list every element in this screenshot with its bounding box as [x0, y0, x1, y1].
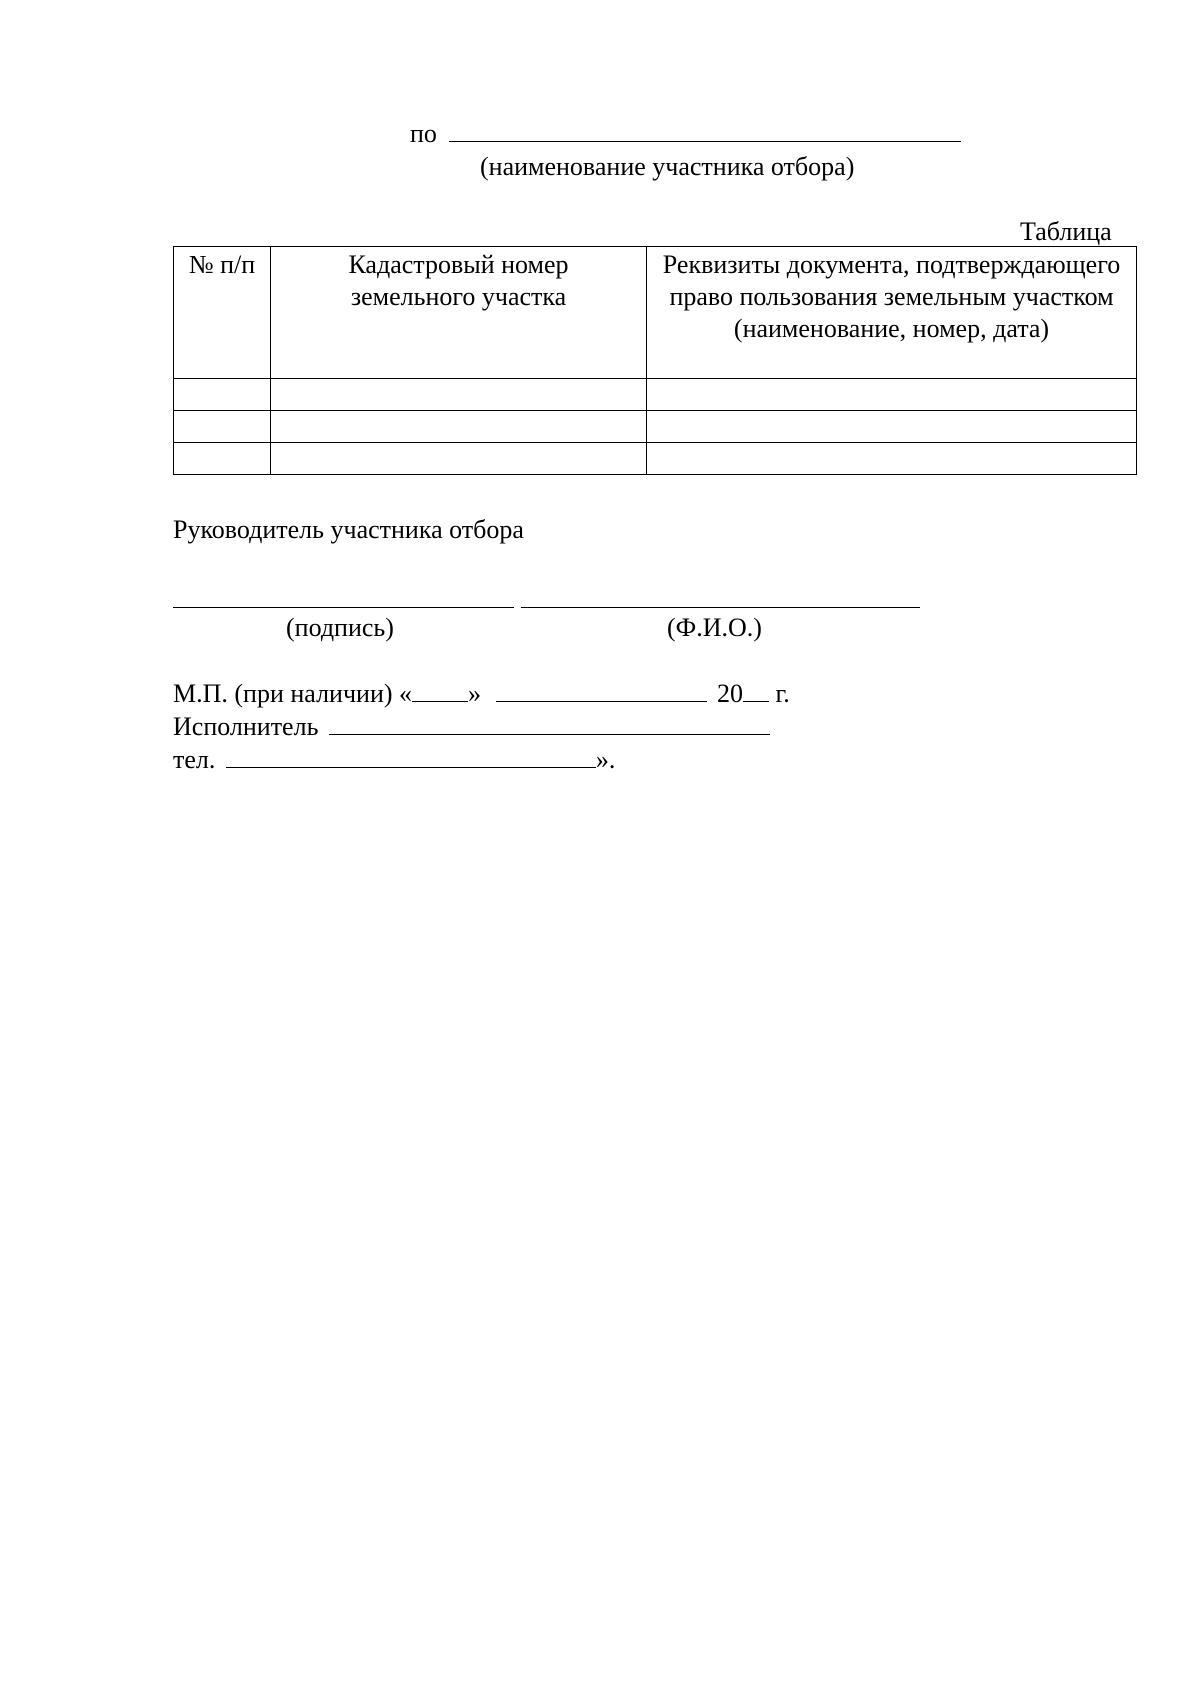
table-cell[interactable] [647, 443, 1137, 475]
full-name-caption: (Ф.И.О.) [667, 613, 762, 642]
table-cell[interactable] [271, 411, 647, 443]
phone-line [173, 744, 615, 776]
year-field[interactable] [743, 700, 769, 702]
year-prefix: 20 [717, 679, 744, 708]
table-cell[interactable] [271, 443, 647, 475]
land-plots-table [173, 246, 1137, 475]
table-cell[interactable] [174, 411, 271, 443]
full-name-line[interactable] [521, 606, 920, 608]
column-header-number: № п/п [174, 247, 271, 379]
phone-suffix: ». [595, 745, 616, 774]
phone-label: тел. [173, 745, 216, 774]
executor-field[interactable] [329, 733, 770, 735]
head-title: Руководитель участника отбора [173, 515, 524, 544]
column-header-cadastral-number: Кадастровый номер земельного участка [271, 247, 647, 379]
day-field[interactable] [412, 700, 468, 702]
po-label: по [410, 119, 437, 148]
table-header-row [174, 247, 1137, 379]
year-suffix: г. [775, 679, 790, 708]
table-row [174, 443, 1137, 475]
table-row [174, 411, 1137, 443]
table-cell[interactable] [174, 379, 271, 411]
po-line [410, 118, 961, 150]
po-caption: (наименование участника отбора) [480, 152, 855, 181]
stamp-prefix: М.П. (при наличии) « [173, 679, 413, 708]
table-cell[interactable] [271, 379, 647, 411]
table-cell[interactable] [174, 443, 271, 475]
participant-name-field[interactable] [449, 140, 961, 142]
phone-field[interactable] [226, 766, 596, 768]
executor-line [173, 711, 770, 743]
table-cell[interactable] [647, 379, 1137, 411]
signature-line[interactable] [173, 606, 514, 608]
table-cell[interactable] [647, 411, 1137, 443]
month-field[interactable] [496, 700, 707, 702]
stamp-date-line [173, 678, 790, 710]
executor-label: Исполнитель [173, 712, 319, 741]
signature-caption: (подпись) [286, 613, 394, 642]
stamp-mid: » [468, 679, 482, 708]
table-row [174, 379, 1137, 411]
column-header-document-details: Реквизиты документа, подтверждающего право пользования земельным участком (наименование, номер, дата) [647, 247, 1137, 379]
table-label: Таблица [1020, 217, 1112, 246]
